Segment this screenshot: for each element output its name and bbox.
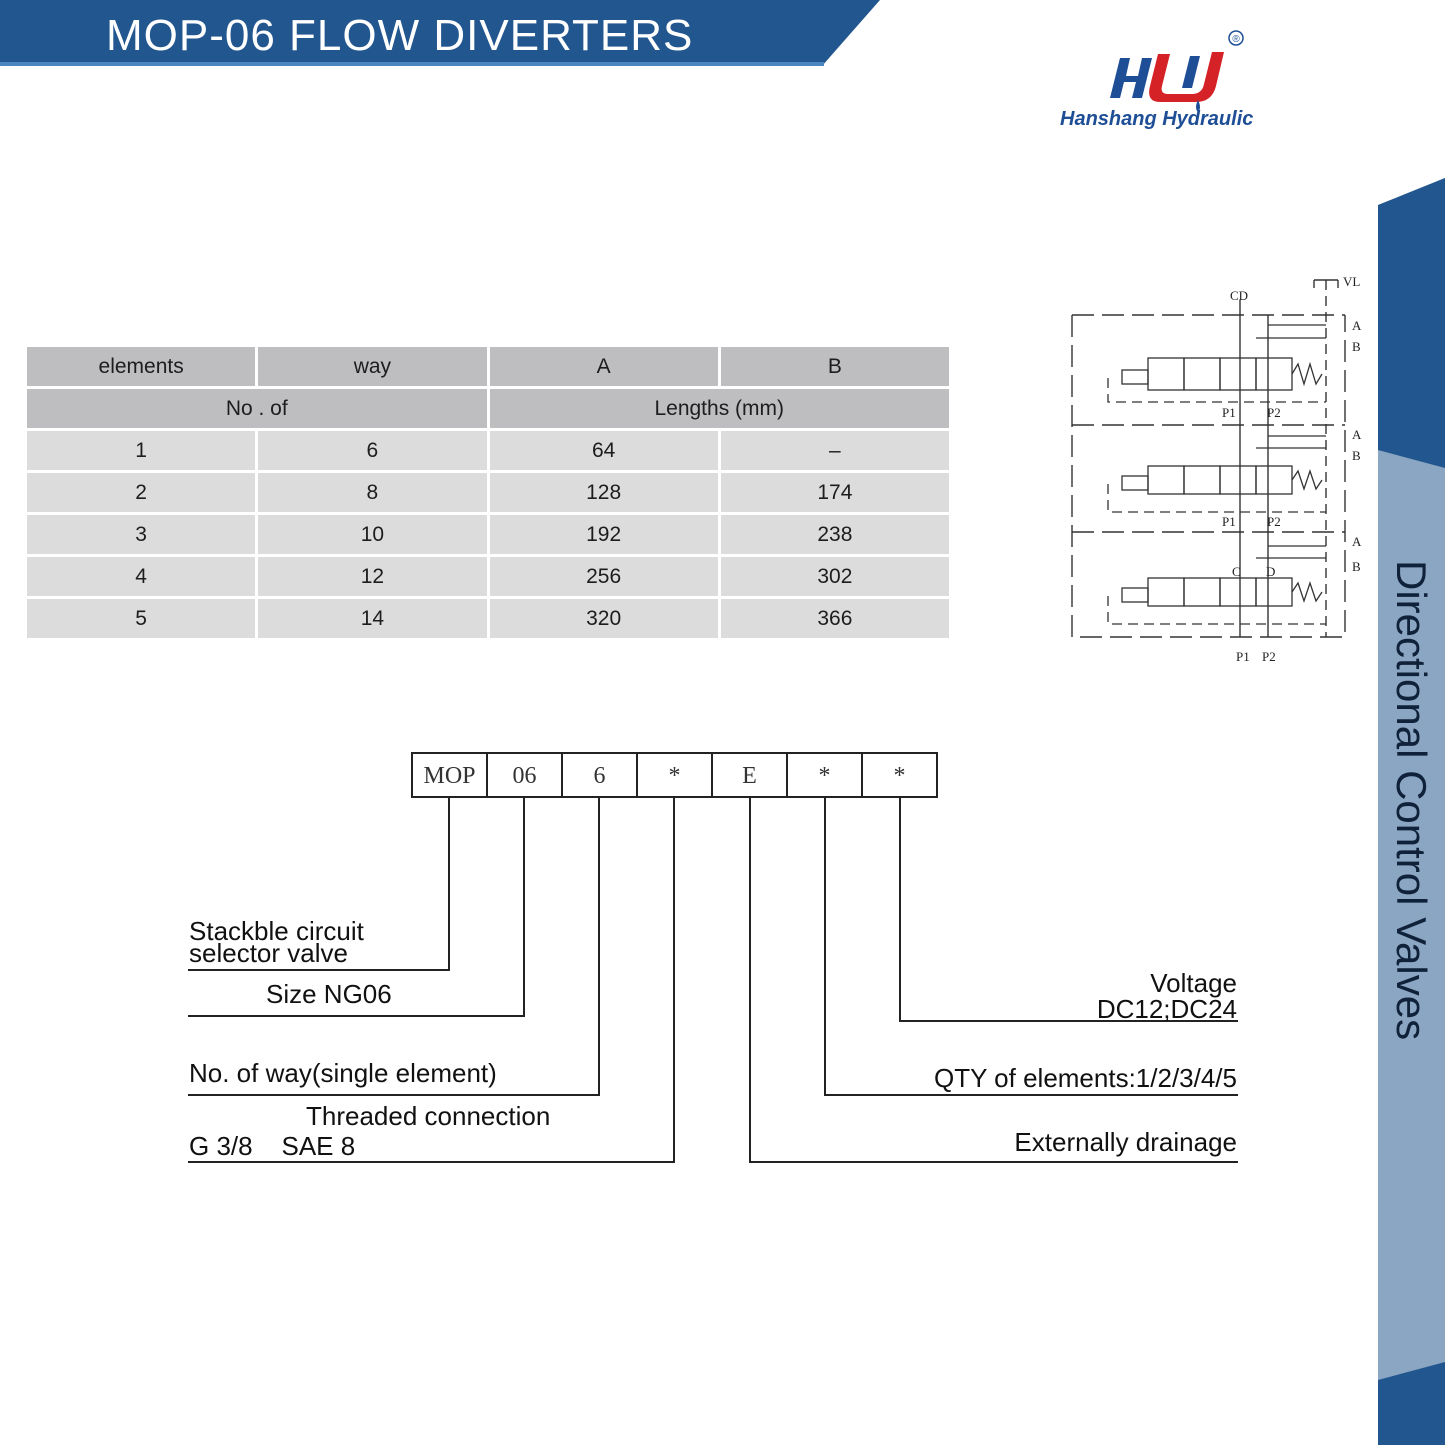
table-header-cell: B [719, 346, 950, 388]
desc-size: Size NG06 [266, 979, 392, 1009]
table-cell: 128 [488, 472, 719, 514]
desc-drain: Externally drainage [1014, 1127, 1237, 1157]
schematic-label: C [1232, 564, 1241, 579]
schematic-label: A [1352, 534, 1362, 549]
schematic-label: P2 [1262, 649, 1276, 664]
schematic-label: B [1352, 448, 1361, 463]
table-cell: 1 [26, 430, 257, 472]
table-cell: 8 [257, 472, 488, 514]
table-cell: 14 [257, 598, 488, 640]
table-cell: 4 [26, 556, 257, 598]
desc-mop-line1: Stackble circuit [189, 916, 364, 946]
desc-voltage-line2: DC12;DC24 [1096, 994, 1237, 1024]
table-cell: 238 [719, 514, 950, 556]
code-box-size: 06 [512, 763, 537, 789]
schematic-label: P1 [1222, 514, 1236, 529]
schematic-label: B [1352, 339, 1361, 354]
valve-element-3 [1108, 546, 1326, 624]
schematic-label: A [1352, 427, 1362, 442]
table-cell: 302 [719, 556, 950, 598]
desc-thread-line1: Threaded connection [306, 1101, 551, 1131]
table-header-cell: A [488, 346, 719, 388]
table-cell: 12 [257, 556, 488, 598]
schematic-label: P2 [1267, 514, 1281, 529]
table-row [26, 430, 951, 472]
table-row [26, 472, 951, 514]
schematic-label: VL [1343, 274, 1361, 289]
table-cell: 64 [488, 430, 719, 472]
code-box-way: 6 [593, 763, 606, 789]
table-row [26, 598, 951, 640]
page-title: MOP-06 FLOW DIVERTERS [106, 11, 694, 60]
svg-text:®: ® [1232, 34, 1240, 45]
length-table [24, 344, 952, 641]
desc-voltage-line1: Voltage [1150, 968, 1237, 998]
company-name: Hanshang Hydraulic [1060, 108, 1254, 130]
hydraulic-schematic [1060, 270, 1370, 670]
table-cell: 6 [257, 430, 488, 472]
valve-element-2 [1108, 436, 1326, 512]
table-cell: 320 [488, 598, 719, 640]
table-cell: – [719, 430, 950, 472]
table-header-cell: No . of [26, 388, 489, 430]
table-header-row [26, 388, 951, 430]
schematic-label: A [1352, 318, 1362, 333]
desc-thread-line2: G 3/8 SAE 8 [189, 1131, 356, 1161]
table-cell: 366 [719, 598, 950, 640]
desc-qty: QTY of elements:1/2/3/4/5 [933, 1063, 1237, 1093]
section-label: Directional Control Valves [1388, 560, 1435, 1041]
table-cell: 10 [257, 514, 488, 556]
table-header-cell: way [257, 346, 488, 388]
table-cell: 2 [26, 472, 257, 514]
table-cell: 256 [488, 556, 719, 598]
schematic-label: D [1266, 564, 1276, 579]
header-underline [0, 62, 824, 66]
table-header-cell: elements [26, 346, 257, 388]
code-box-voltage: * [893, 763, 906, 789]
code-box-qty: * [818, 763, 831, 789]
code-box-thread: * [668, 763, 681, 789]
desc-mop-line2: selector valve [189, 938, 348, 968]
code-box-series: MOP [423, 763, 476, 789]
table-row [26, 514, 951, 556]
table-row [26, 556, 951, 598]
table-cell: 192 [488, 514, 719, 556]
schematic-label: P1 [1222, 405, 1236, 420]
table-cell: 5 [26, 598, 257, 640]
schematic-label: P1 [1236, 649, 1250, 664]
schematic-label: B [1352, 559, 1361, 574]
schematic-label: P2 [1267, 405, 1281, 420]
table-cell: 3 [26, 514, 257, 556]
table-header-row [26, 346, 951, 388]
code-box-drain: E [742, 763, 757, 789]
schematic-label: CD [1230, 288, 1249, 303]
table-cell: 174 [719, 472, 950, 514]
logo-mark-icon [1110, 52, 1224, 112]
table-header-cell: Lengths (mm) [488, 388, 951, 430]
desc-way: No. of way(single element) [189, 1058, 497, 1088]
valve-element-1 [1108, 325, 1326, 402]
